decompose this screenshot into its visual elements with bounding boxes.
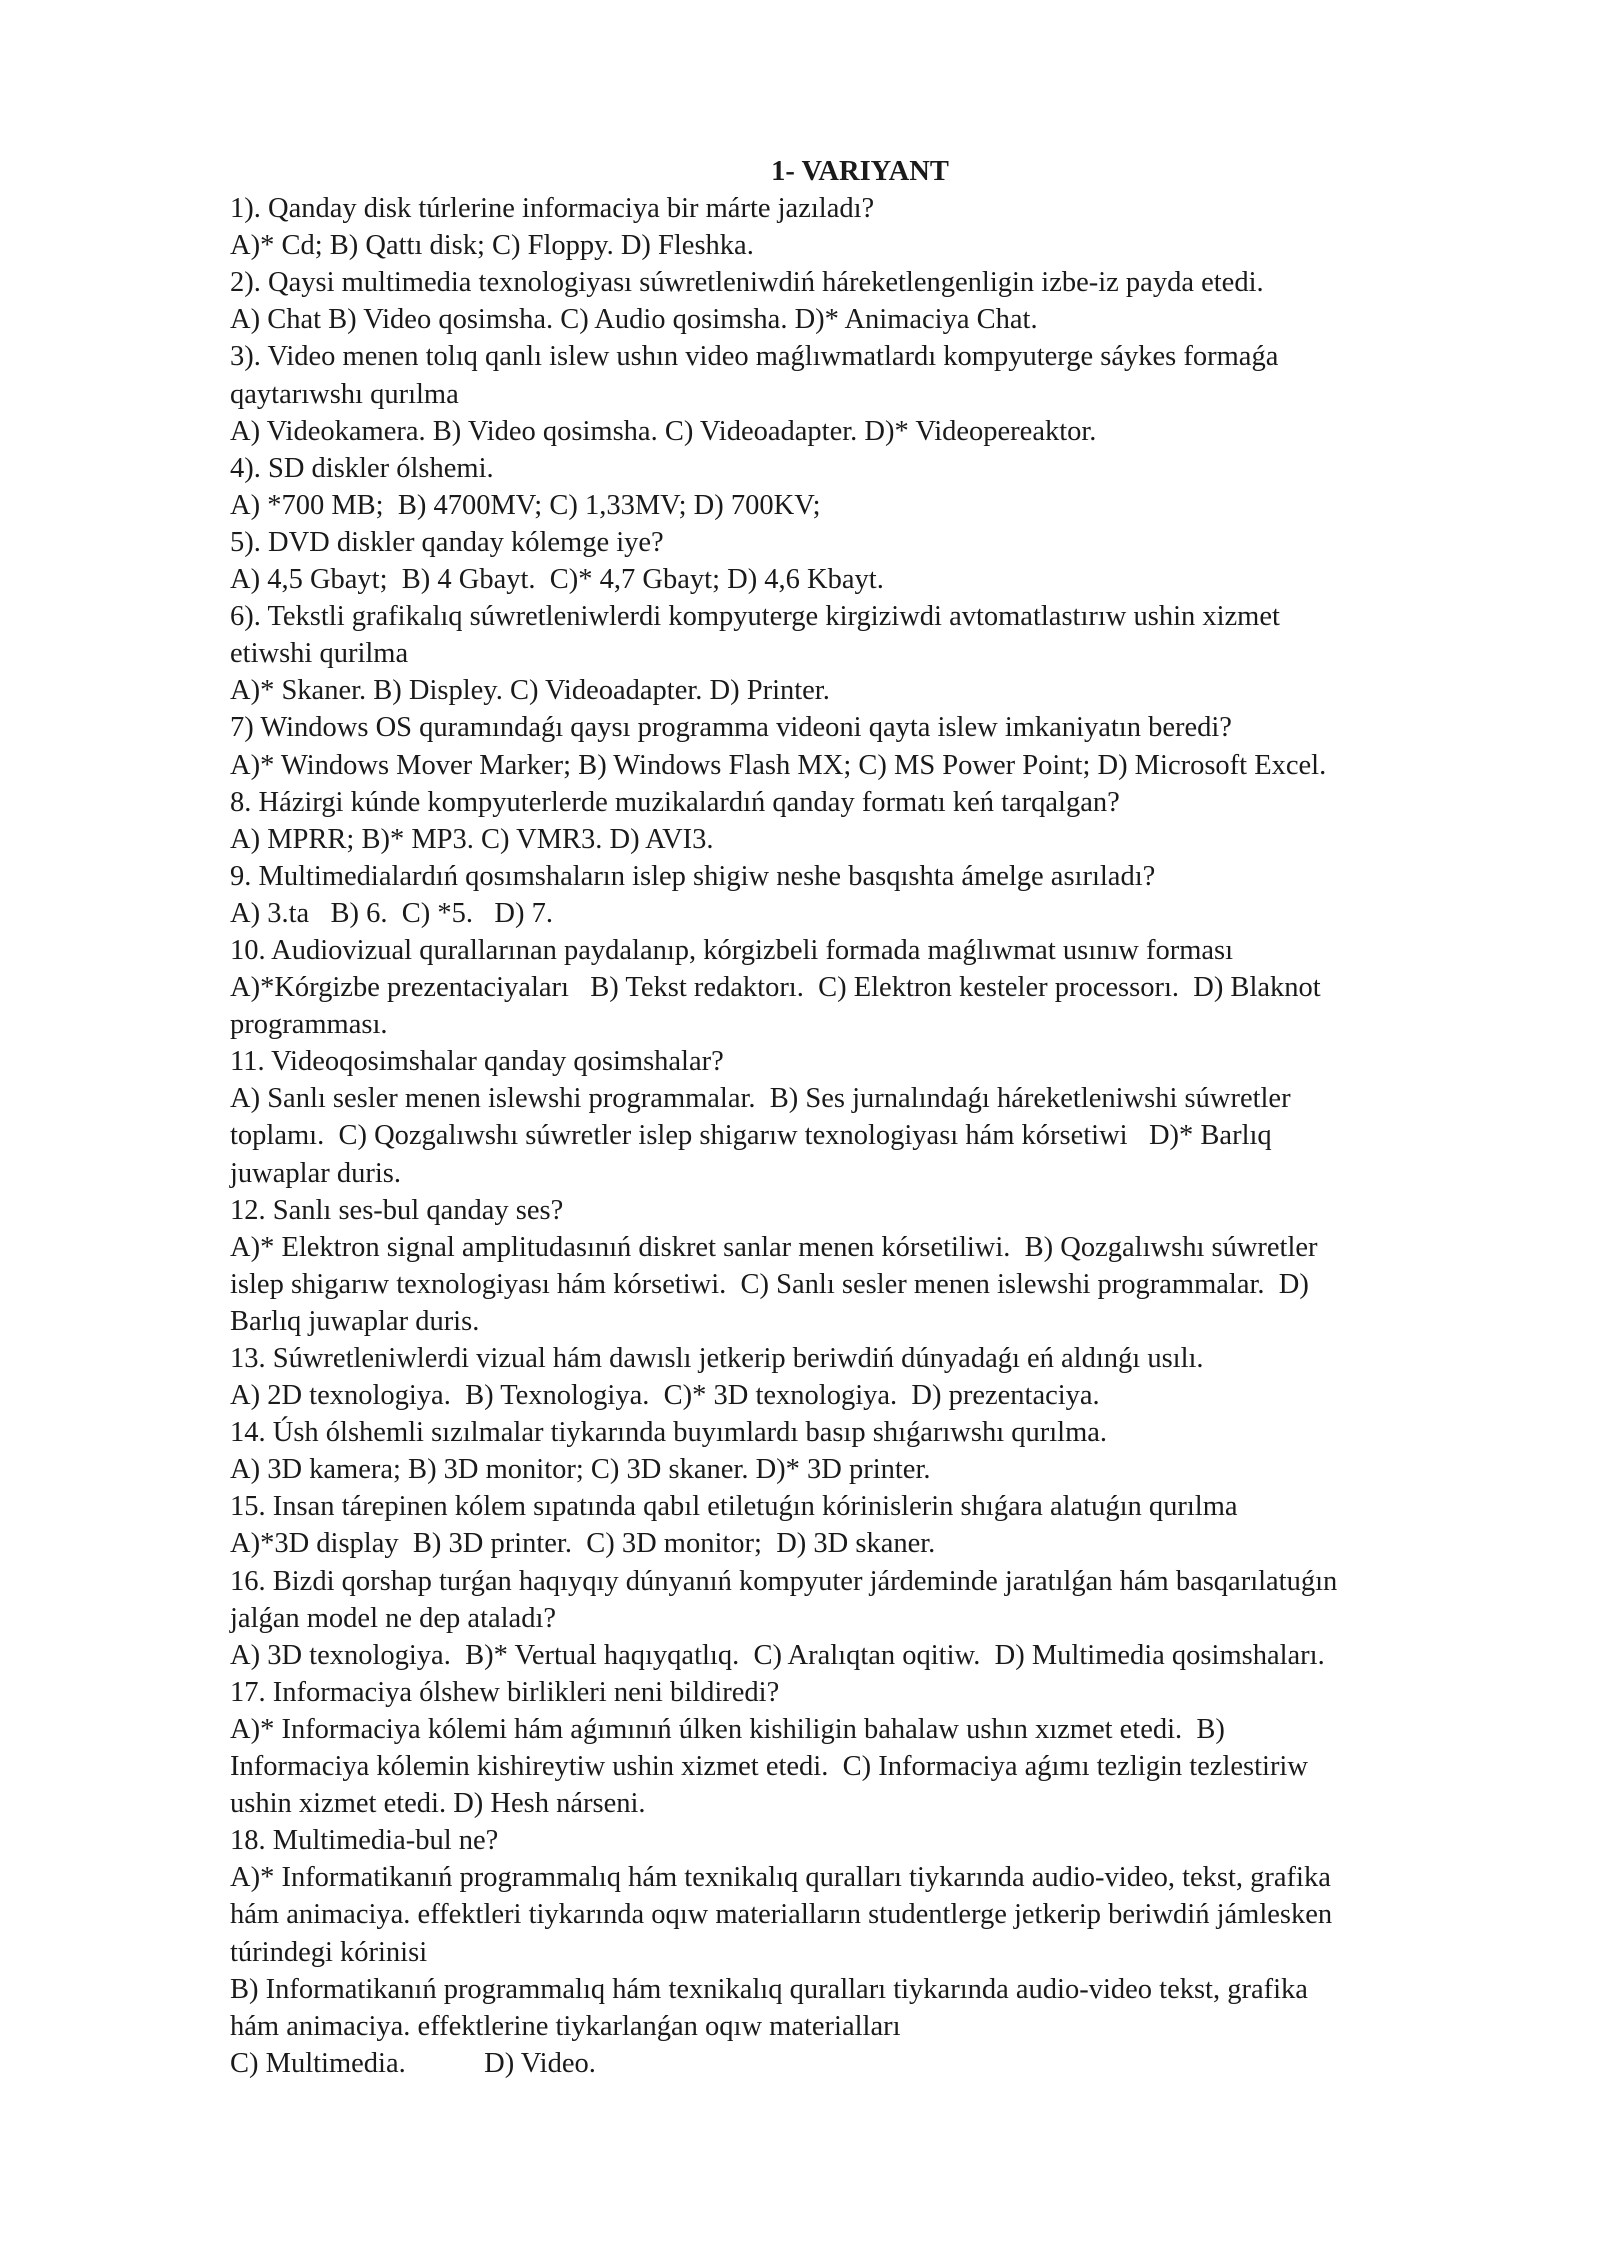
text-line: qaytarıwshı qurılma	[230, 378, 459, 410]
text-line: 11. Videoqosimshalar qanday qosimshalar?	[230, 1046, 724, 1078]
document-page	[230, 153, 1500, 2082]
text-line: 12. Sanlı ses-bul qanday ses?	[230, 1194, 564, 1226]
text-line: 13. Súwretleniwlerdi vizual hám dawıslı jetkerip beriwdiń dúnyadaǵı eń aldınǵı usılı.	[230, 1343, 1204, 1374]
text-line: 17. Informaciya ólshew birlikleri neni bildiredi?	[230, 1676, 780, 1708]
text-line: A)* Skaner. B) Displey. C) Videoadapter. D) Printer.	[230, 675, 830, 707]
text-line: A) Chat B) Video qosimsha. C) Audio qosimsha. D)* Animaciya Chat.	[230, 304, 1038, 336]
text-line: 7) Windows OS quramındaǵı qaysı programma videoni qayta islew imkaniyatın beredi?	[230, 712, 1232, 744]
text-line: ushin xizmet etedi. D) Hesh nárseni.	[230, 1788, 646, 1820]
text-line: hám animaciya. effektleri tiykarında oqıw materialların studentlerge jetkerip beriwdiń jámlesken	[230, 1899, 1333, 1931]
text-line: Informaciya kólemin kishireytiw ushin xizmet etedi. C) Informaciya aǵımı tezligin tezlestiriw	[230, 1751, 1308, 1783]
text-line: jalǵan model ne dep ataladı?	[230, 1602, 557, 1634]
text-line: 5). DVD diskler qanday kólemge iye?	[230, 526, 664, 558]
text-line: 10. Audiovizual qurallarınan paydalanıp, kórgizbeli formada maǵlıwmat usınıw forması	[230, 934, 1234, 966]
document-body	[230, 190, 1500, 2082]
text-line: 18. Multimedia-bul ne?	[230, 1825, 499, 1857]
text-line: Barlıq juwaplar duris.	[230, 1305, 480, 1337]
text-line: A)* Elektron signal amplitudasınıń diskret sanlar menen kórsetiliwi. B) Qozgalıwshı súwretler	[230, 1231, 1318, 1263]
text-line: 4). SD diskler ólshemi.	[230, 452, 494, 484]
text-line: B) Informatikanıń programmalıq hám texnikalıq quralları tiykarında audio-video tekst, grafika	[230, 1973, 1308, 2005]
text-line: hám animaciya. effektlerine tiykarlanǵan oqıw materialları	[230, 2010, 901, 2042]
text-line: C) Multimedia. D) Video.	[230, 2047, 596, 2079]
text-line: 15. Insan tárepinen kólem sıpatında qabıl etiletuǵın kórinislerin shıǵara alatuǵın qurılma	[230, 1491, 1238, 1523]
text-line: A)*Kórgizbe prezentaciyaları B) Tekst redaktorı. C) Elektron kesteler processorı. D) Blaknot	[230, 972, 1321, 1004]
text-line: 2). Qaysi multimedia texnologiyası súwretleniwdiń háreketlengenligin izbe-iz payda etedi.	[230, 267, 1264, 299]
text-line: 16. Bizdi qorshap turǵan haqıyqıy dúnyanıń kompyuter járdeminde jaratılǵan hám basqarılatuǵın	[230, 1565, 1338, 1597]
text-line: A)* Informatikanıń programmalıq hám texnikalıq quralları tiykarında audio-video, tekst, grafika	[230, 1862, 1331, 1894]
text-line: A)* Cd; B) Qattı disk; C) Floppy. D) Fleshka.	[230, 230, 754, 262]
text-line: 8. Házirgi kúnde kompyuterlerde muzikalardıń qanday formatı keń tarqalgan?	[230, 786, 1120, 818]
text-line: A)*3D display B) 3D printer. C) 3D monitor; D) 3D skaner.	[230, 1528, 936, 1560]
text-line: A) Sanlı sesler menen islewshi programmalar. B) Ses jurnalındaǵı háreketleniwshi súwretler	[230, 1083, 1291, 1115]
text-line: A) 4,5 Gbayt; B) 4 Gbayt. C)* 4,7 Gbayt; D) 4,6 Kbayt.	[230, 564, 884, 596]
text-line: A) Videokamera. B) Video qosimsha. C) Videoadapter. D)* Videopereaktor.	[230, 415, 1097, 447]
text-line: toplamı. C) Qozgalıwshı súwretler islep shigarıw texnologiyası hám kórsetiwi D)* Barlıq	[230, 1120, 1272, 1152]
text-line: túrindegi kórinisi	[230, 1936, 428, 1968]
text-line: 9. Multimedialardıń qosımshaların islep shigiw neshe basqıshta ámelge asırıladı?	[230, 860, 1156, 892]
text-line: 14. Úsh ólshemli sızılmalar tiykarında buyımlardı basıp shıǵarıwshı qurılma.	[230, 1417, 1108, 1449]
text-line: 1). Qanday disk túrlerine informaciya bir márte jazıladı?	[230, 193, 875, 225]
text-line: islep shigarıw texnologiyası hám kórsetiwi. C) Sanlı sesler menen islewshi programmalar. D)	[230, 1268, 1309, 1300]
text-line: A) MPRR; B)* MP3. C) VMR3. D) AVI3.	[230, 823, 714, 855]
text-line: juwaplar duris.	[230, 1157, 401, 1189]
text-line: A) *700 MB; B) 4700MV; C) 1,33MV; D) 700KV;	[230, 489, 821, 521]
text-line: A) 3D kamera; B) 3D monitor; C) 3D skaner. D)* 3D printer.	[230, 1454, 931, 1486]
page-title: 1- VARIYANT	[771, 156, 949, 187]
text-line: A) 2D texnologiya. B) Texnologiya. C)* 3D texnologiya. D) prezentaciya.	[230, 1380, 1100, 1412]
text-line: A)* Informaciya kólemi hám aǵımınıń úlken kishiligin bahalaw ushın xızmet etedi. B)	[230, 1713, 1225, 1745]
text-line: etiwshi qurilma	[230, 638, 409, 670]
text-line: A) 3.ta B) 6. C) *5. D) 7.	[230, 897, 553, 929]
text-line: A)* Windows Mover Marker; B) Windows Flash MX; C) MS Power Point; D) Microsoft Excel.	[230, 749, 1327, 781]
text-line: A) 3D texnologiya. B)* Vertual haqıyqatlıq. C) Aralıqtan oqitiw. D) Multimedia qosimshaları.	[230, 1639, 1325, 1671]
text-line: 3). Video menen tolıq qanlı islew ushın video maǵlıwmatlardı kompyuterge sáykes formaǵa	[230, 341, 1279, 373]
text-line: programması.	[230, 1009, 388, 1041]
text-line: 6). Tekstli grafikalıq súwretleniwlerdi kompyuterge kirgiziwdi avtomatlastırıw ushin xizmet	[230, 601, 1280, 633]
